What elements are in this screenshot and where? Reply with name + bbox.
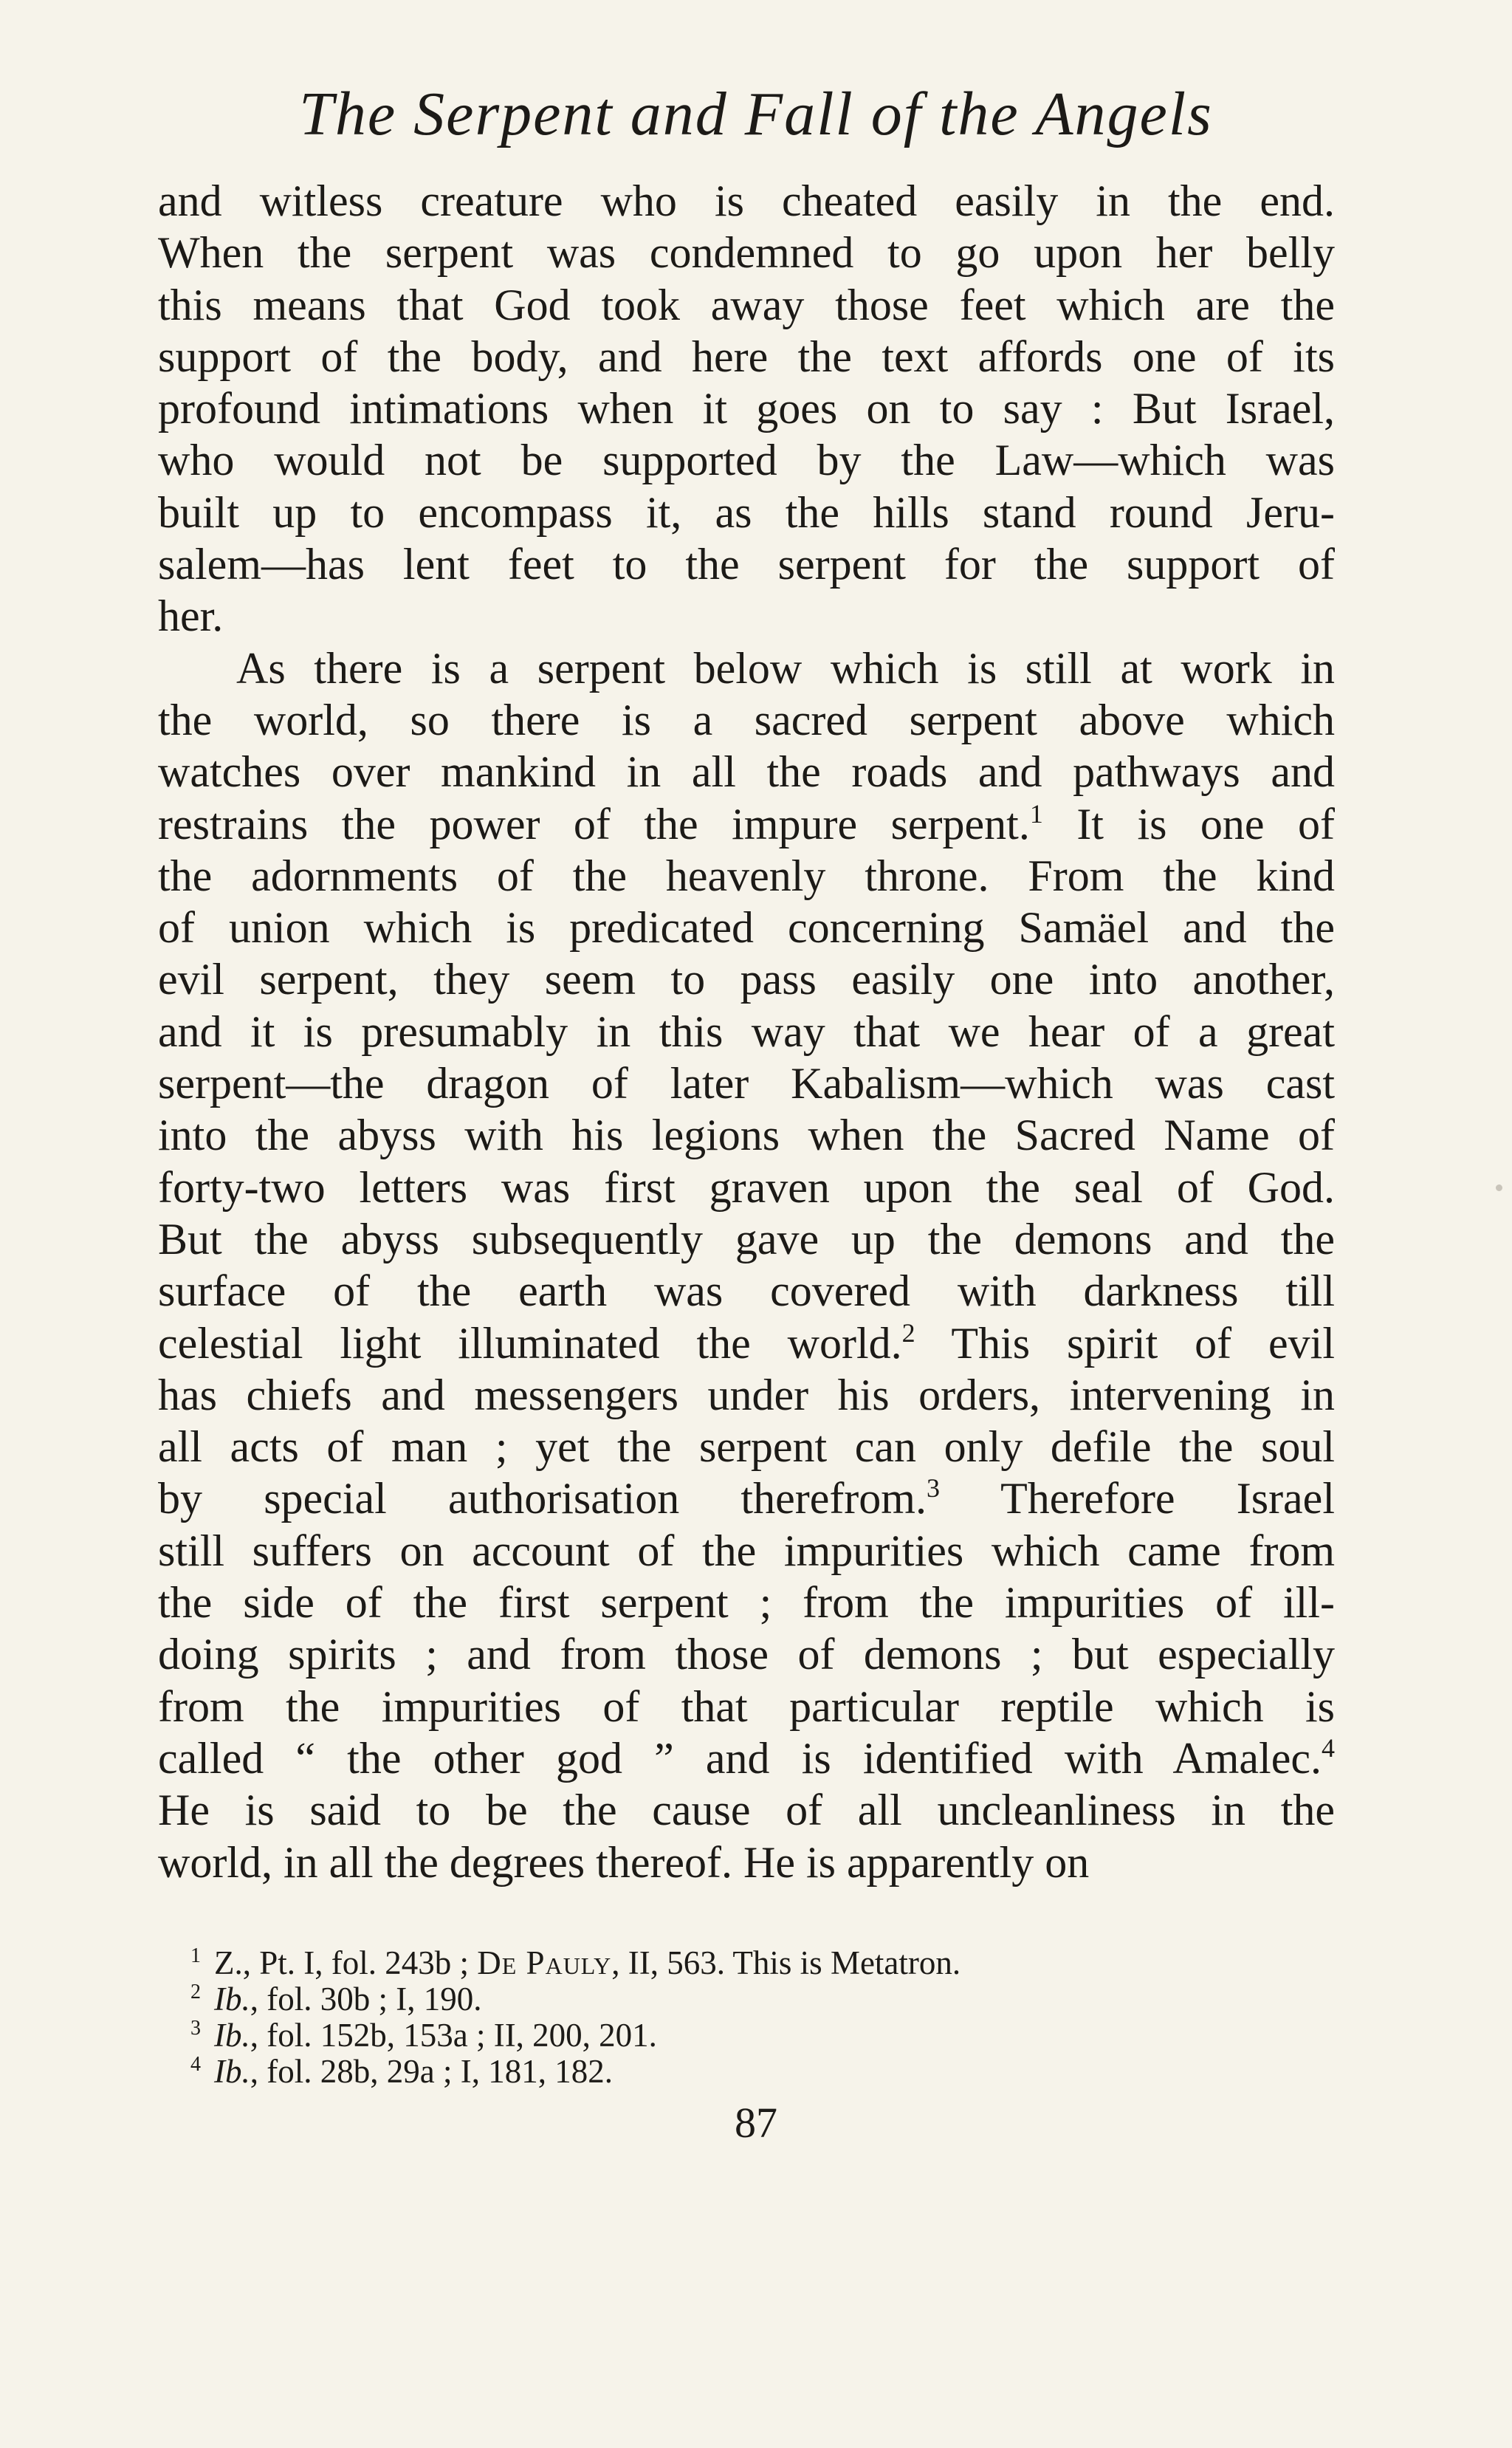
text-line [158, 1681, 1335, 1732]
text-line-content: But the abyss subsequently gave up the demons and the [158, 1214, 1335, 1264]
footnote-text: , fol. 28b, 29a ; I, 181, 182. [250, 2053, 613, 2090]
text-line [158, 538, 1335, 590]
footnote-source: Ib. [214, 2053, 250, 2090]
text-line-continuation: It is one of [1042, 799, 1336, 848]
text-line [158, 279, 1335, 331]
text-line [158, 175, 1335, 227]
text-line-content: serpent—the dragon of later Kabalism—which was cast [158, 1059, 1335, 1108]
text-line [158, 1421, 1335, 1472]
text-line-content: and it is presumably in this way that we hear of a great [158, 1007, 1335, 1056]
text-line [158, 953, 1335, 1005]
text-line [158, 1265, 1335, 1317]
text-line-content: built up to encompass it, as the hills stand round Jeru- [158, 487, 1335, 537]
text-line-content: forty-two letters was first graven upon the seal of God. [158, 1162, 1335, 1212]
text-line [158, 902, 1335, 953]
text-line-content: the adornments of the heavenly throne. From the kind [158, 851, 1335, 900]
text-line-content: all acts of man ; yet the serpent can only defile the soul [158, 1422, 1335, 1472]
footnote-number: 4 [190, 2053, 201, 2076]
text-line [158, 1628, 1335, 1680]
text-line-content: When the serpent was condemned to go upon her belly [158, 228, 1335, 278]
text-line [158, 1577, 1335, 1628]
footnote-text-rest: , II, 563. This is Metatron. [611, 1944, 961, 1981]
text-line-content: from the impurities of that particular reptile which is [158, 1681, 1335, 1731]
text-line [158, 1162, 1335, 1213]
text-line [158, 642, 1335, 694]
text-line [158, 331, 1335, 383]
footnote-marker: 1 [1029, 798, 1043, 829]
text-line [158, 1837, 1335, 1888]
paper-speck [1496, 1184, 1502, 1191]
text-line-content: As there is a serpent below which is still at work in [236, 643, 1335, 693]
text-line-content: into the abyss with his legions when the Sacred Name of [158, 1111, 1335, 1160]
text-line [158, 746, 1335, 798]
footnote-text: , fol. 30b ; I, 190. [250, 1981, 482, 2017]
text-line [158, 487, 1335, 538]
text-line [158, 1784, 1335, 1836]
text-line [158, 798, 1335, 850]
footnote-number: 1 [190, 1944, 201, 1967]
text-line-content: of union which is predicated concerning Samäel and the [158, 903, 1335, 953]
text-line [158, 1472, 1335, 1524]
text-line-continuation: This spirit of evil [915, 1318, 1335, 1368]
text-line [158, 1109, 1335, 1161]
page-number: 87 [735, 2099, 777, 2147]
footnote-marker: 2 [901, 1317, 915, 1348]
text-line-content: profound intimations when it goes on to say : But Israel, [158, 384, 1335, 433]
running-head: The Serpent and Fall of the Angels [299, 80, 1213, 148]
text-line [158, 1213, 1335, 1265]
footnote [190, 2054, 1298, 2090]
text-line-content: the world, so there is a sacred serpent above which [158, 695, 1335, 744]
footnotes [190, 1945, 1298, 2090]
footnote-marker: 3 [926, 1473, 940, 1504]
text-line-content: and witless creature who is cheated easily in the end. [158, 176, 1335, 225]
text-line-content: who would not be supported by the Law—which was [158, 436, 1335, 485]
text-line-content: still suffers on account of the impurities which came from [158, 1526, 1335, 1575]
text-line-content: watches over mankind in all the roads and pathways and [158, 747, 1335, 797]
text-line-content: doing spirits ; and from those of demons ; but especially [158, 1630, 1335, 1679]
footnote [190, 1945, 1298, 1981]
text-line [158, 1057, 1335, 1109]
text-line-content: has chiefs and messengers under his orders, intervening in [158, 1370, 1335, 1419]
text-line-content: He is said to be the cause of all uncleanliness in the [158, 1786, 1335, 1835]
text-line-content: called “ the other god ” and is identified with Amalec. [158, 1733, 1322, 1783]
text-line-content: world, in all the degrees thereof. He is apparently on [158, 1837, 1090, 1887]
footnote-author: De Pauly [477, 1944, 612, 1981]
text-line-content: celestial light illuminated the world. [158, 1318, 902, 1368]
body-text [158, 175, 1335, 1888]
footnote-text: , fol. 152b, 153a ; II, 200, 201. [250, 2017, 657, 2054]
text-line [158, 850, 1335, 902]
text-line-continuation: Therefore Israel [939, 1474, 1335, 1523]
text-line [158, 1732, 1335, 1784]
text-line-content: surface of the earth was covered with darkness till [158, 1266, 1335, 1316]
text-line [158, 1317, 1335, 1369]
text-line [158, 383, 1335, 434]
footnote-number: 2 [190, 1981, 201, 2003]
footnote-text: , Pt. I, fol. 243b ; [242, 1944, 478, 1981]
text-line-content: this means that God took away those feet which are the [158, 280, 1335, 329]
text-line [158, 1525, 1335, 1577]
footnote [190, 2017, 1298, 2054]
footnote-source: Ib. [214, 1981, 250, 2017]
footnote-source: Z. [214, 1944, 243, 1981]
text-line-content: by special authorisation therefrom. [158, 1474, 927, 1523]
text-line [158, 227, 1335, 278]
text-line [158, 1369, 1335, 1421]
text-line-content: the side of the first serpent ; from the impurities of ill- [158, 1578, 1335, 1628]
text-line [158, 590, 1335, 642]
text-line-content: restrains the power of the impure serpent. [158, 799, 1030, 848]
text-line-content: her. [158, 592, 224, 641]
footnote-marker: 4 [1322, 1732, 1335, 1763]
text-line [158, 434, 1335, 486]
text-line-content: salem—has lent feet to the serpent for the support of [158, 540, 1335, 589]
text-line [158, 1006, 1335, 1057]
text-line-content: evil serpent, they seem to pass easily one into another, [158, 955, 1335, 1004]
text-line-content: support of the body, and here the text affords one of its [158, 332, 1335, 381]
text-line [158, 694, 1335, 746]
footnote-source: Ib. [214, 2017, 250, 2054]
footnote [190, 1981, 1298, 2017]
footnote-number: 3 [190, 2017, 201, 2040]
